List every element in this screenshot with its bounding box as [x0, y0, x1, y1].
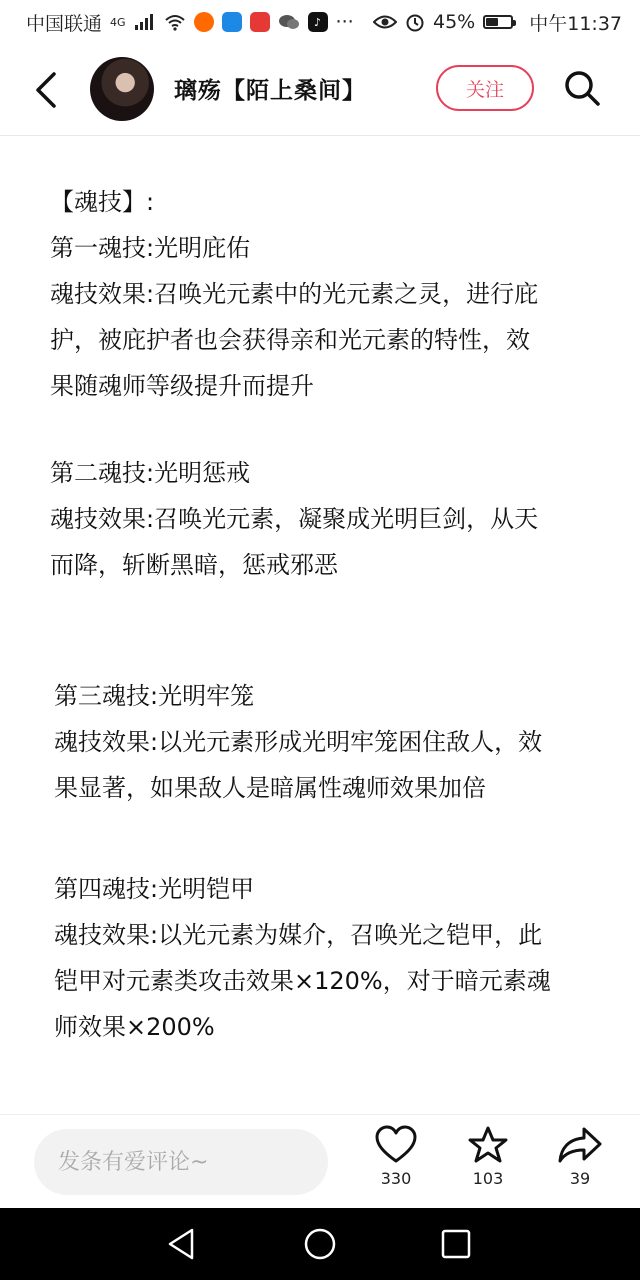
like-count: 330	[380, 1169, 412, 1188]
follow-button[interactable]: 关注	[436, 65, 534, 111]
text-line: 师效果×200%	[54, 1013, 215, 1041]
nav-home-icon[interactable]	[302, 1226, 338, 1262]
share-button[interactable]	[550, 1125, 610, 1188]
action-bar	[0, 1114, 640, 1208]
status-bar	[0, 0, 640, 44]
nav-back-icon[interactable]	[164, 1226, 200, 1262]
search-icon[interactable]	[562, 68, 602, 108]
post-content	[0, 136, 640, 1114]
clock: 中午11:37	[529, 12, 622, 35]
favorite-button[interactable]	[458, 1125, 518, 1188]
text-line: 魂技效果:召唤光元素，凝聚成光明巨剑，从天	[50, 505, 539, 533]
text-line: 魂技效果:召唤光元素中的光元素之灵，进行庇	[50, 280, 539, 308]
avatar[interactable]	[90, 57, 154, 121]
text-line: 第一魂技:光明庇佑	[50, 234, 251, 262]
signal-icon	[134, 13, 156, 31]
eye-icon	[373, 14, 397, 30]
text-line: 铠甲对元素类攻击效果×120%，对于暗元素魂	[54, 967, 551, 995]
paragraph-skill-3	[54, 673, 542, 811]
text-line: 果显著，如果敌人是暗属性魂师效果加倍	[54, 774, 486, 802]
text-line: 果随魂师等级提升而提升	[50, 372, 314, 400]
share-arrow-icon	[556, 1125, 604, 1165]
battery-percent: 45%	[433, 11, 476, 33]
app-notification-icon-2	[222, 12, 242, 32]
favorite-count: 103	[472, 1169, 504, 1188]
text-line: 护，被庇护者也会获得亲和光元素的特性，效	[50, 326, 530, 354]
text-line: 魂技效果:以光元素为媒介，召唤光之铠甲，此	[54, 921, 543, 949]
app-notification-icon-3	[250, 12, 270, 32]
back-arrow-icon[interactable]	[30, 70, 64, 110]
text-line: 【魂技】:	[50, 188, 155, 216]
text-line: 第四魂技:光明铠甲	[54, 875, 255, 903]
alarm-icon	[405, 12, 425, 32]
app-notification-icon-1	[194, 12, 214, 32]
paragraph-skill-4	[54, 866, 551, 1050]
battery-fill	[486, 18, 498, 26]
wechat-icon	[278, 13, 300, 31]
text-line: 第三魂技:光明牢笼	[54, 682, 255, 710]
text-line: 第二魂技:光明惩戒	[50, 459, 251, 487]
network-label: 4G	[110, 15, 126, 29]
carrier-label: 中国联通	[26, 12, 103, 35]
star-icon	[466, 1125, 510, 1165]
tiktok-icon: ♪	[308, 12, 328, 32]
text-line: 魂技效果:以光元素形成光明牢笼困住敌人，效	[54, 728, 543, 756]
battery-icon	[483, 15, 513, 29]
navigation-bar	[0, 1208, 640, 1280]
like-button[interactable]	[366, 1125, 426, 1188]
heart-icon	[374, 1125, 418, 1165]
more-notifications-icon: ···	[335, 11, 354, 33]
share-count: 39	[569, 1169, 591, 1188]
paragraph-skill-1	[50, 179, 538, 409]
comment-input[interactable]	[34, 1129, 328, 1195]
text-line: 而降，斩断黑暗，惩戒邪恶	[50, 551, 338, 579]
header	[0, 44, 640, 136]
wifi-icon	[164, 13, 186, 31]
paragraph-skill-2	[50, 450, 538, 588]
username[interactable]: 璃殇【陌上桑间】	[174, 78, 366, 104]
nav-recents-icon[interactable]	[438, 1226, 474, 1262]
